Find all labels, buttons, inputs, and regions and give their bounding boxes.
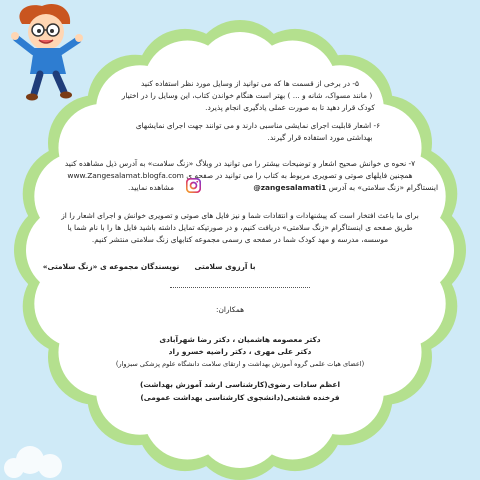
colleague-line-2: دکتر علی مهری ، دکتر راضیه خسرو راد — [168, 347, 312, 356]
item-7-line-2: www.Zangesalamat.blogfa.com همچنین فایلهای صوتی و تصویری مربوط به کتاب را می توانید در صفحه ی — [67, 171, 413, 180]
colleague-line-5: فرخنده فشتغی(دانشجوی کارشناسی بهداشت عمومی) — [140, 393, 340, 402]
item-6-line-2: بهداشتی مورد استفاده قرار گیرند. — [267, 133, 373, 142]
instagram-intro-text: اینستاگرام «زنگ سلامتی» به آدرس — [326, 183, 438, 192]
wish-text: با آرزوی سلامتی — [194, 262, 256, 271]
colleague-line-1: دکتر معصومه هاشمیان ، دکتر رضا شهرآبادی — [159, 335, 321, 344]
divider — [170, 287, 310, 288]
closing-paragraph-line-3: موسسه، مدرسه و مهد کودک شما در صفحه ی رسمی مجموعه کتابهای زنگ سلامتی منتشر کنیم. — [91, 235, 389, 244]
colleague-line-4: اعظم سادات رضوی(کارشناسی ارشد آموزش بهداشت) — [140, 380, 340, 389]
item-5-line-3: کودک قرار دهید تا به صورت عملی یادگیری انجام پذیرد. — [205, 103, 375, 112]
item-6-line-1: ۶- اشعار قابلیت اجرای نمایشی مناسبی دارند و می توانند جهت اجرای نمایشهای — [135, 121, 381, 130]
instagram-handle[interactable]: zangesalamati1@ — [253, 183, 327, 192]
item-7-line-1: ۷- نحوه ی خوانش صحیح اشعار و توضیحات بیشتر را می توانید در وبلاگ «زنگ سلامت» به آدرس ذیل مشاهده کنید — [64, 159, 416, 168]
item-5-line-2: ( مانند مسواک، شانه و ... ) بهتر است هنگام خواندن کتاب، این وسایل را در اختیار — [121, 91, 373, 100]
closing-paragraph-line-1: برای ما باعث افتخار است که پیشنهادات و انتقادات شما و نیز فایل های صوتی و تصویری خوانش و اجرای اشعار را از — [61, 211, 419, 220]
colleague-affiliation: (اعضای هیات علمی گروه آموزش بهداشت و ارتقای سلامت دانشگاه علوم پزشکی سبزوار) — [115, 360, 365, 368]
instagram-icon[interactable] — [186, 178, 201, 193]
closing-paragraph-line-2: طریق صفحه ی اینستاگرام «زنگ سلامتی» دریافت کنیم، و در صورتیکه تمایل داشته باشید فایل ها را با نام شما یا — [67, 223, 413, 232]
authors-signature: نویسندگان مجموعه ی «زنگ سلامتی» — [42, 262, 180, 271]
colleagues-label: همکاران: — [215, 305, 245, 314]
item-5-line-1: ۵- در برخی از قسمت ها که می توانید از وسایل مورد نظر استفاده کنید — [141, 79, 359, 88]
item-7-line-3-end: مشاهده نمایید. — [128, 183, 174, 192]
